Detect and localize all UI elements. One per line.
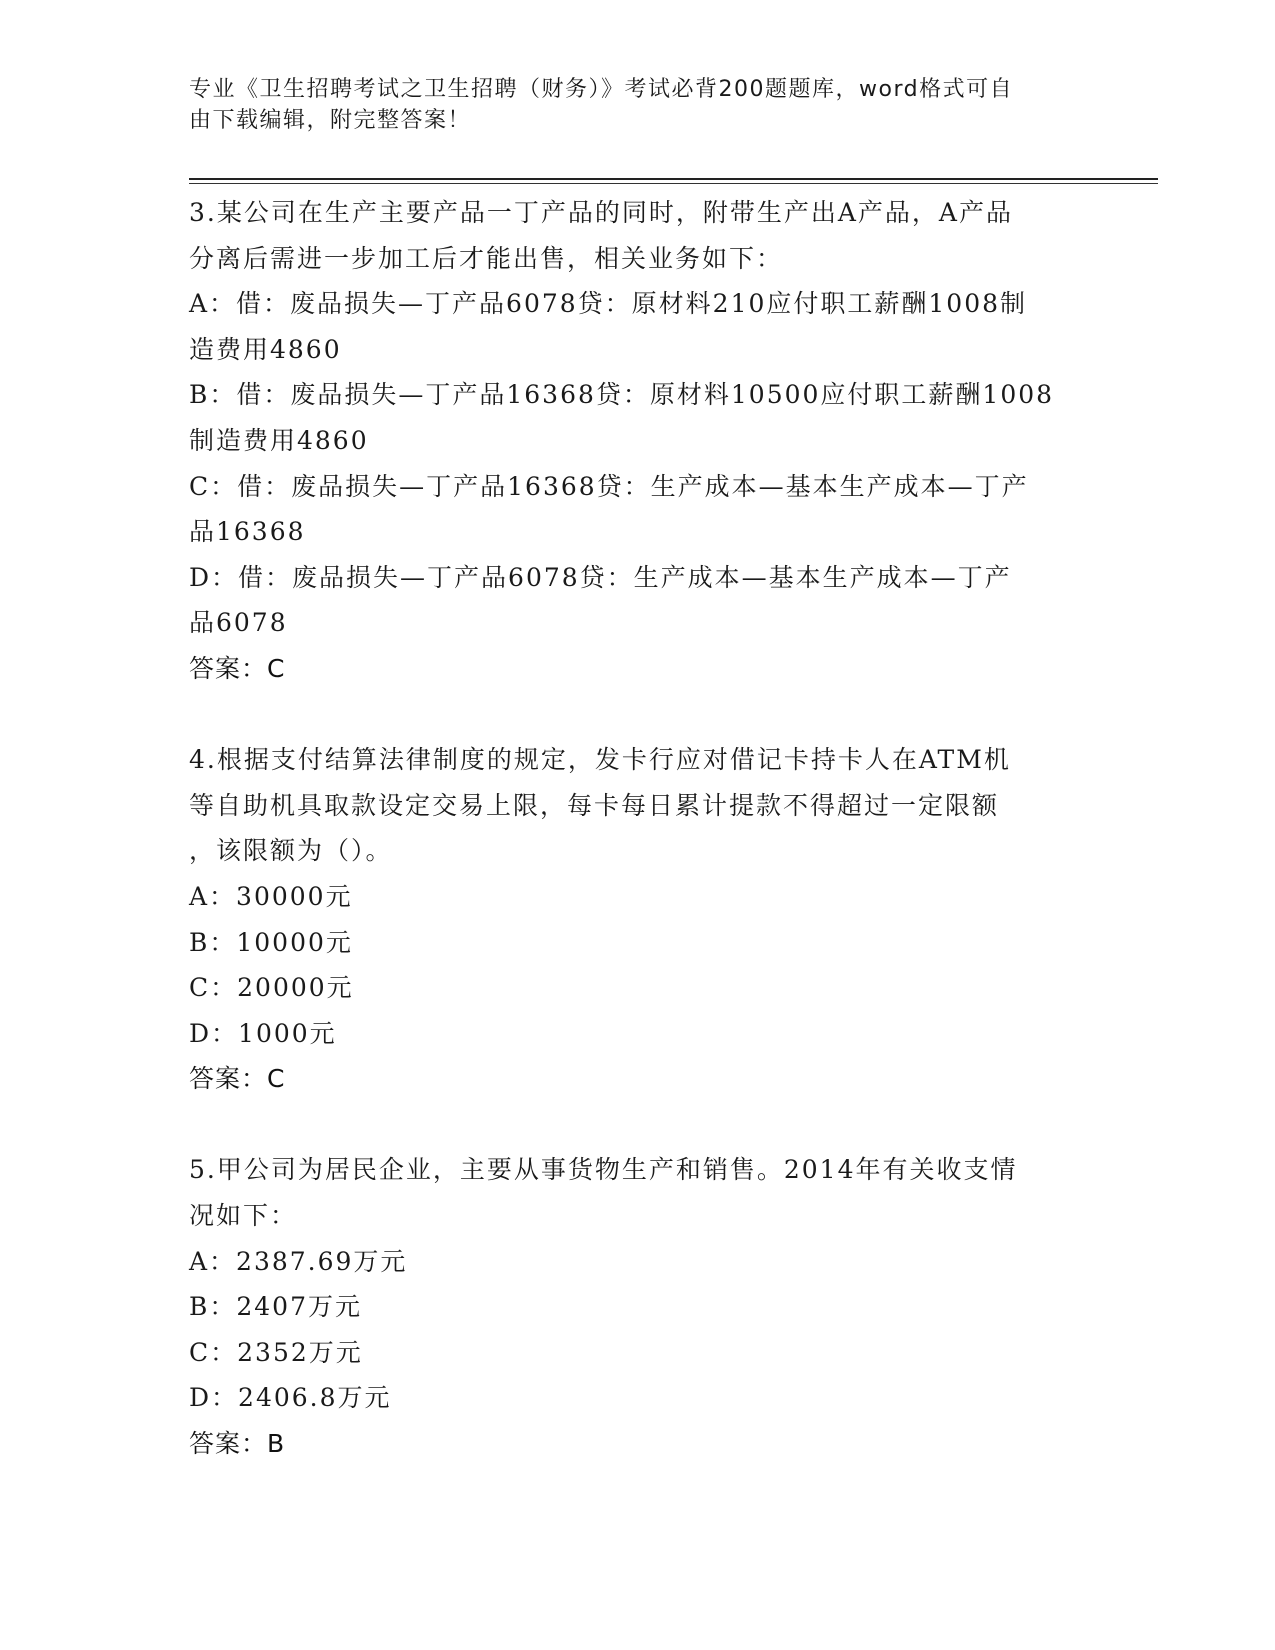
option-b-line: 制造费用4860 bbox=[189, 425, 369, 455]
question-stem-line: 况如下： bbox=[189, 1201, 298, 1231]
question-3 bbox=[189, 190, 1089, 692]
header-line-1: 专业《卫生招聘考试之卫生招聘（财务）》考试必背200题题库，word格式可自 bbox=[189, 77, 1014, 102]
question-spacer bbox=[189, 1102, 1089, 1148]
answer-line: 答案：C bbox=[189, 653, 286, 683]
question-list bbox=[189, 190, 1089, 1467]
question-spacer bbox=[189, 692, 1089, 738]
question-stem-line: 3.某公司在生产主要产品一丁产品的同时，附带生产出A产品，A产品 bbox=[189, 198, 1013, 227]
header-line-2: 由下载编辑，附完整答案！ bbox=[189, 108, 472, 133]
option-a-line: A：借：废品损失—丁产品6078贷：原材料210应付职工薪酬1008制 bbox=[189, 289, 1028, 319]
document-header bbox=[189, 74, 1069, 136]
option-d-line: 品6078 bbox=[189, 608, 288, 638]
answer-line: 答案：B bbox=[189, 1429, 286, 1459]
option-d-line: D：1000元 bbox=[189, 1018, 337, 1048]
option-c-line: 品16368 bbox=[189, 517, 306, 547]
question-stem-line: 5.甲公司为居民企业，主要从事货物生产和销售。2014年有关收支情 bbox=[189, 1155, 1018, 1185]
answer-line: 答案：C bbox=[189, 1064, 286, 1094]
option-d-line: D：借：废品损失—丁产品6078贷：生产成本—基本生产成本—丁产 bbox=[189, 562, 1012, 592]
header-divider-thick bbox=[189, 178, 1158, 180]
option-a-line: A：2387.69万元 bbox=[189, 1246, 408, 1276]
question-stem-line: 4.根据支付结算法律制度的规定，发卡行应对借记卡持卡人在ATM机 bbox=[189, 745, 1011, 775]
option-d-line: D：2406.8万元 bbox=[189, 1383, 392, 1413]
option-b-line: B：借：废品损失—丁产品16368贷：原材料10500应付职工薪酬1008 bbox=[189, 380, 1055, 410]
option-c-line: C：2352万元 bbox=[189, 1337, 363, 1367]
option-a-line: 造费用4860 bbox=[189, 334, 342, 364]
option-b-line: B：2407万元 bbox=[189, 1292, 362, 1322]
question-stem-line: 分离后需进一步加工后才能出售，相关业务如下： bbox=[189, 243, 784, 273]
question-4 bbox=[189, 737, 1089, 1102]
option-c-line: C：20000元 bbox=[189, 973, 354, 1003]
question-stem-line: ，该限额为（）。 bbox=[189, 836, 393, 866]
option-a-line: A：30000元 bbox=[189, 881, 353, 911]
option-c-line: C：借：废品损失—丁产品16368贷：生产成本—基本生产成本—丁产 bbox=[189, 471, 1029, 501]
question-stem-line: 等自助机具取款设定交易上限，每卡每日累计提款不得超过一定限额 bbox=[189, 790, 1000, 820]
option-b-line: B：10000元 bbox=[189, 927, 353, 957]
question-5 bbox=[189, 1147, 1089, 1466]
header-divider-thin bbox=[189, 183, 1158, 184]
